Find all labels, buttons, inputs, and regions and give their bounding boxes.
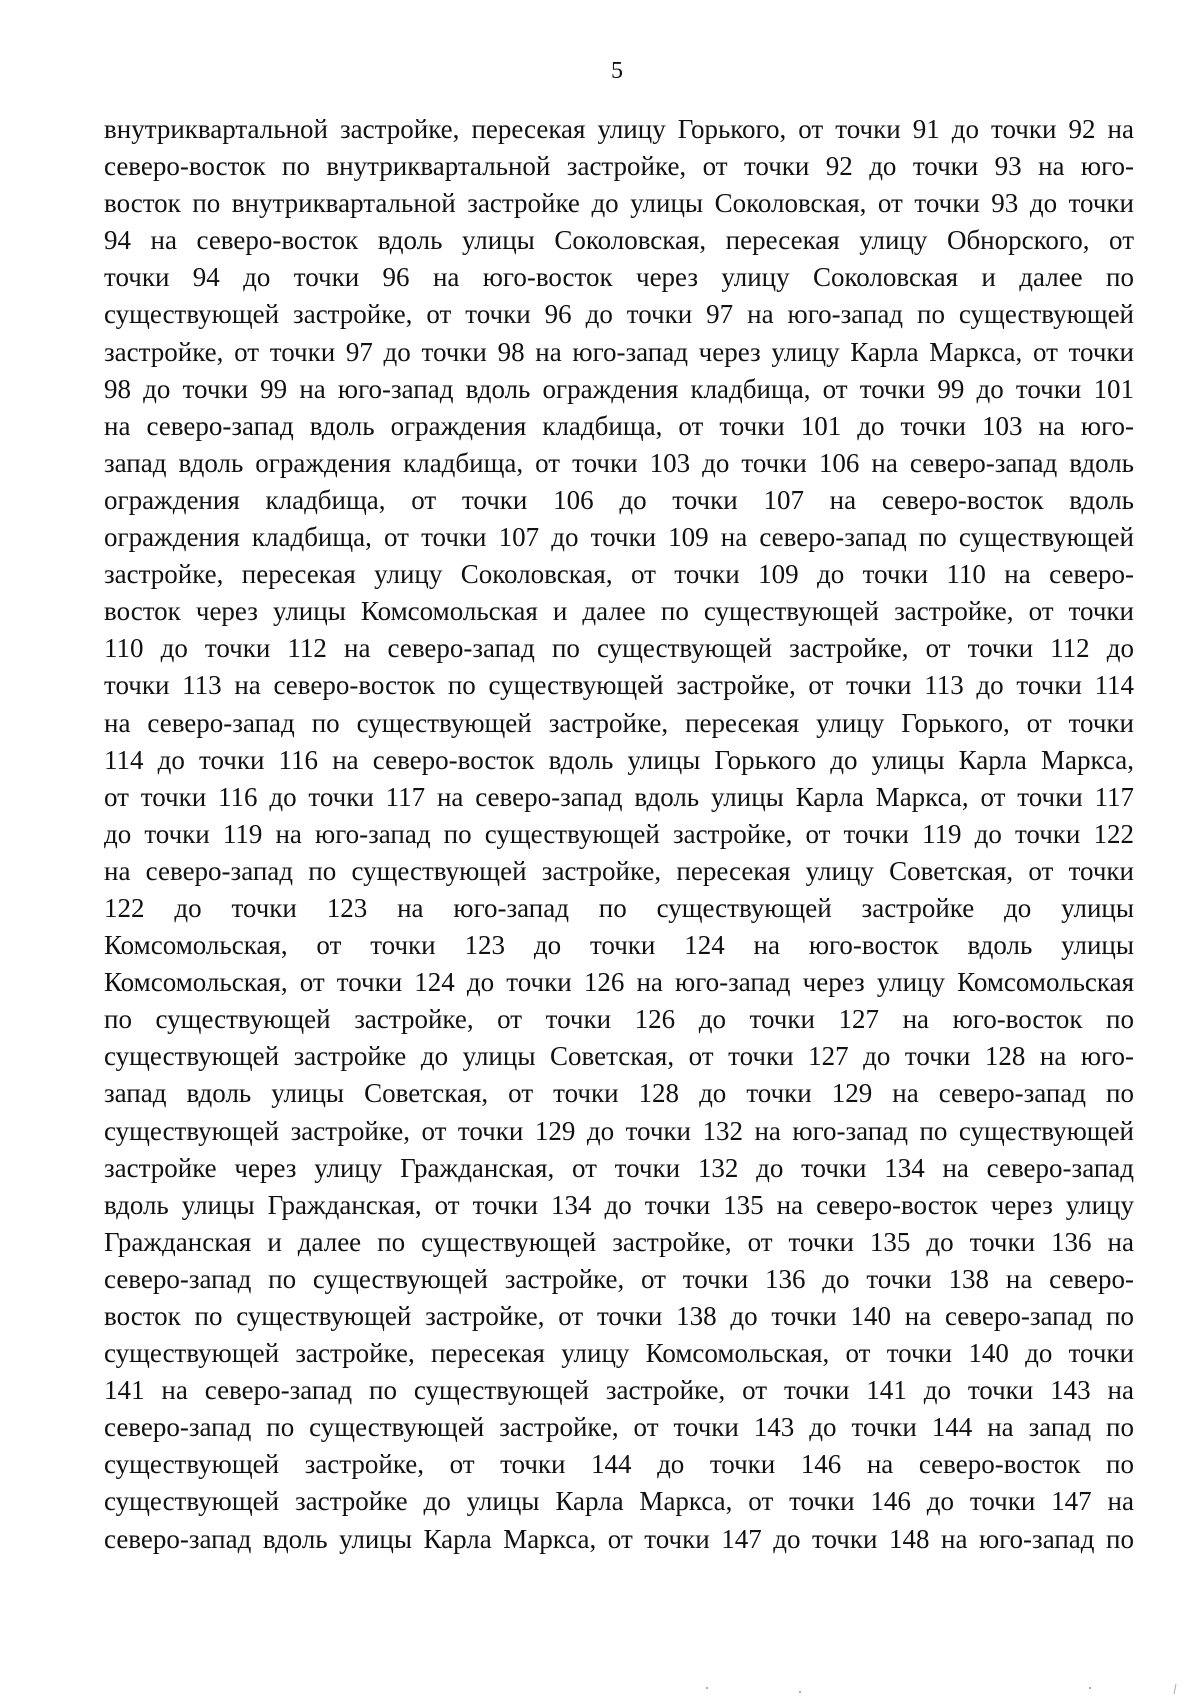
text-line: внутриквартальной застройке, пересекая улицу Горького, от точки 91 до точки 92 на bbox=[104, 114, 1134, 144]
text-line: существующей застройке, от точки 96 до точки 97 на юго-запад по существующей bbox=[104, 299, 1134, 330]
text-line: Гражданская и далее по существующей застройке, от точки 135 до точки 136 на bbox=[104, 1226, 1134, 1257]
text-line: существующей застройке, от точки 129 до точки 132 на юго-запад по существующей bbox=[104, 1115, 1134, 1146]
text-line: застройке, от точки 97 до точки 98 на юго-запад через улицу Карла Маркса, от точки bbox=[104, 336, 1134, 367]
text-line: северо-запад вдоль улицы Карла Маркса, от точки 147 до точки 148 на юго-запад по bbox=[104, 1523, 1134, 1554]
text-line: 110 до точки 112 на северо-запад по существующей застройке, от точки 112 до bbox=[104, 633, 1134, 664]
text-line: 141 на северо-запад по существующей застройке, от точки 141 до точки 143 на bbox=[104, 1375, 1134, 1406]
text-line: 94 на северо-восток вдоль улицы Соколовская, пересекая улицу Обнорского, от bbox=[104, 225, 1134, 256]
page-number: 5 bbox=[611, 58, 623, 84]
text-line: восток через улицы Комсомольская и далее по существующей застройке, от точки bbox=[104, 596, 1134, 627]
text-line: точки 94 до точки 96 на юго-восток через улицу Соколовская и далее по bbox=[104, 262, 1134, 293]
text-line: Комсомольская, от точки 124 до точки 126 на юго-запад через улицу Комсомольская bbox=[104, 967, 1134, 998]
text-line: застройке через улицу Гражданская, от точки 132 до точки 134 на северо-запад bbox=[104, 1152, 1134, 1183]
text-line: северо-запад по существующей застройке, от точки 143 до точки 144 на запад по bbox=[104, 1412, 1134, 1443]
text-line: вдоль улицы Гражданская, от точки 134 до точки 135 на северо-восток через улицу bbox=[104, 1189, 1134, 1220]
text-line: от точки 116 до точки 117 на северо-запад вдоль улицы Карла Маркса, от точки 117 bbox=[104, 781, 1134, 812]
text-line: на северо-запад по существующей застройке, пересекая улицу Горького, от точки bbox=[104, 707, 1134, 738]
text-line: северо-восток по внутриквартальной застройке, от точки 92 до точки 93 на юго- bbox=[104, 151, 1134, 182]
text-line: точки 113 на северо-восток по существующей застройке, от точки 113 до точки 114 bbox=[104, 670, 1134, 701]
text-line: на северо-запад вдоль ограждения кладбища, от точки 101 до точки 103 на юго- bbox=[104, 410, 1134, 441]
text-line: существующей застройке, от точки 144 до точки 146 на северо-восток по bbox=[104, 1449, 1134, 1480]
text-line: существующей застройке, пересекая улицу Комсомольская, от точки 140 до точки bbox=[104, 1338, 1134, 1369]
text-line: застройке, пересекая улицу Соколовская, от точки 109 до точки 110 на северо- bbox=[104, 559, 1134, 590]
text-line: запад вдоль улицы Советская, от точки 128 до точки 129 на северо-запад по bbox=[104, 1078, 1134, 1109]
text-line: на северо-запад по существующей застройке, пересекая улицу Советская, от точки bbox=[104, 855, 1134, 886]
text-line: Комсомольская, от точки 123 до точки 124 на юго-восток вдоль улицы bbox=[104, 930, 1134, 961]
body-text bbox=[104, 111, 1134, 1558]
text-line: существующей застройке до улицы Карла Маркса, от точки 146 до точки 147 на bbox=[104, 1486, 1134, 1517]
text-line: существующей застройке до улицы Советская, от точки 127 до точки 128 на юго- bbox=[104, 1041, 1134, 1072]
text-line: восток по внутриквартальной застройке до улицы Соколовская, от точки 93 до точки bbox=[104, 188, 1134, 219]
text-line: ограждения кладбища, от точки 107 до точки 109 на северо-запад по существующей bbox=[104, 522, 1134, 553]
text-line: восток по существующей застройке, от точки 138 до точки 140 на северо-запад по bbox=[104, 1301, 1134, 1331]
text-line: по существующей застройке, от точки 126 до точки 127 на юго-восток по bbox=[104, 1004, 1134, 1035]
text-line: 122 до точки 123 на юго-запад по существующей застройке до улицы bbox=[104, 892, 1134, 923]
text-line: до точки 119 на юго-запад по существующей застройке, от точки 119 до точки 122 bbox=[104, 818, 1134, 849]
text-line: запад вдоль ограждения кладбища, от точки 103 до точки 106 на северо-запад вдоль bbox=[104, 447, 1134, 478]
text-line: 114 до точки 116 на северо-восток вдоль улицы Горького до улицы Карла Маркса, bbox=[104, 744, 1134, 775]
text-line: ограждения кладбища, от точки 106 до точки 107 на северо-восток вдоль bbox=[104, 484, 1134, 515]
text-line: 98 до точки 99 на юго-запад вдоль ограждения кладбища, от точки 99 до точки 101 bbox=[104, 373, 1134, 404]
text-line: северо-запад по существующей застройке, от точки 136 до точки 138 на северо- bbox=[104, 1263, 1134, 1294]
